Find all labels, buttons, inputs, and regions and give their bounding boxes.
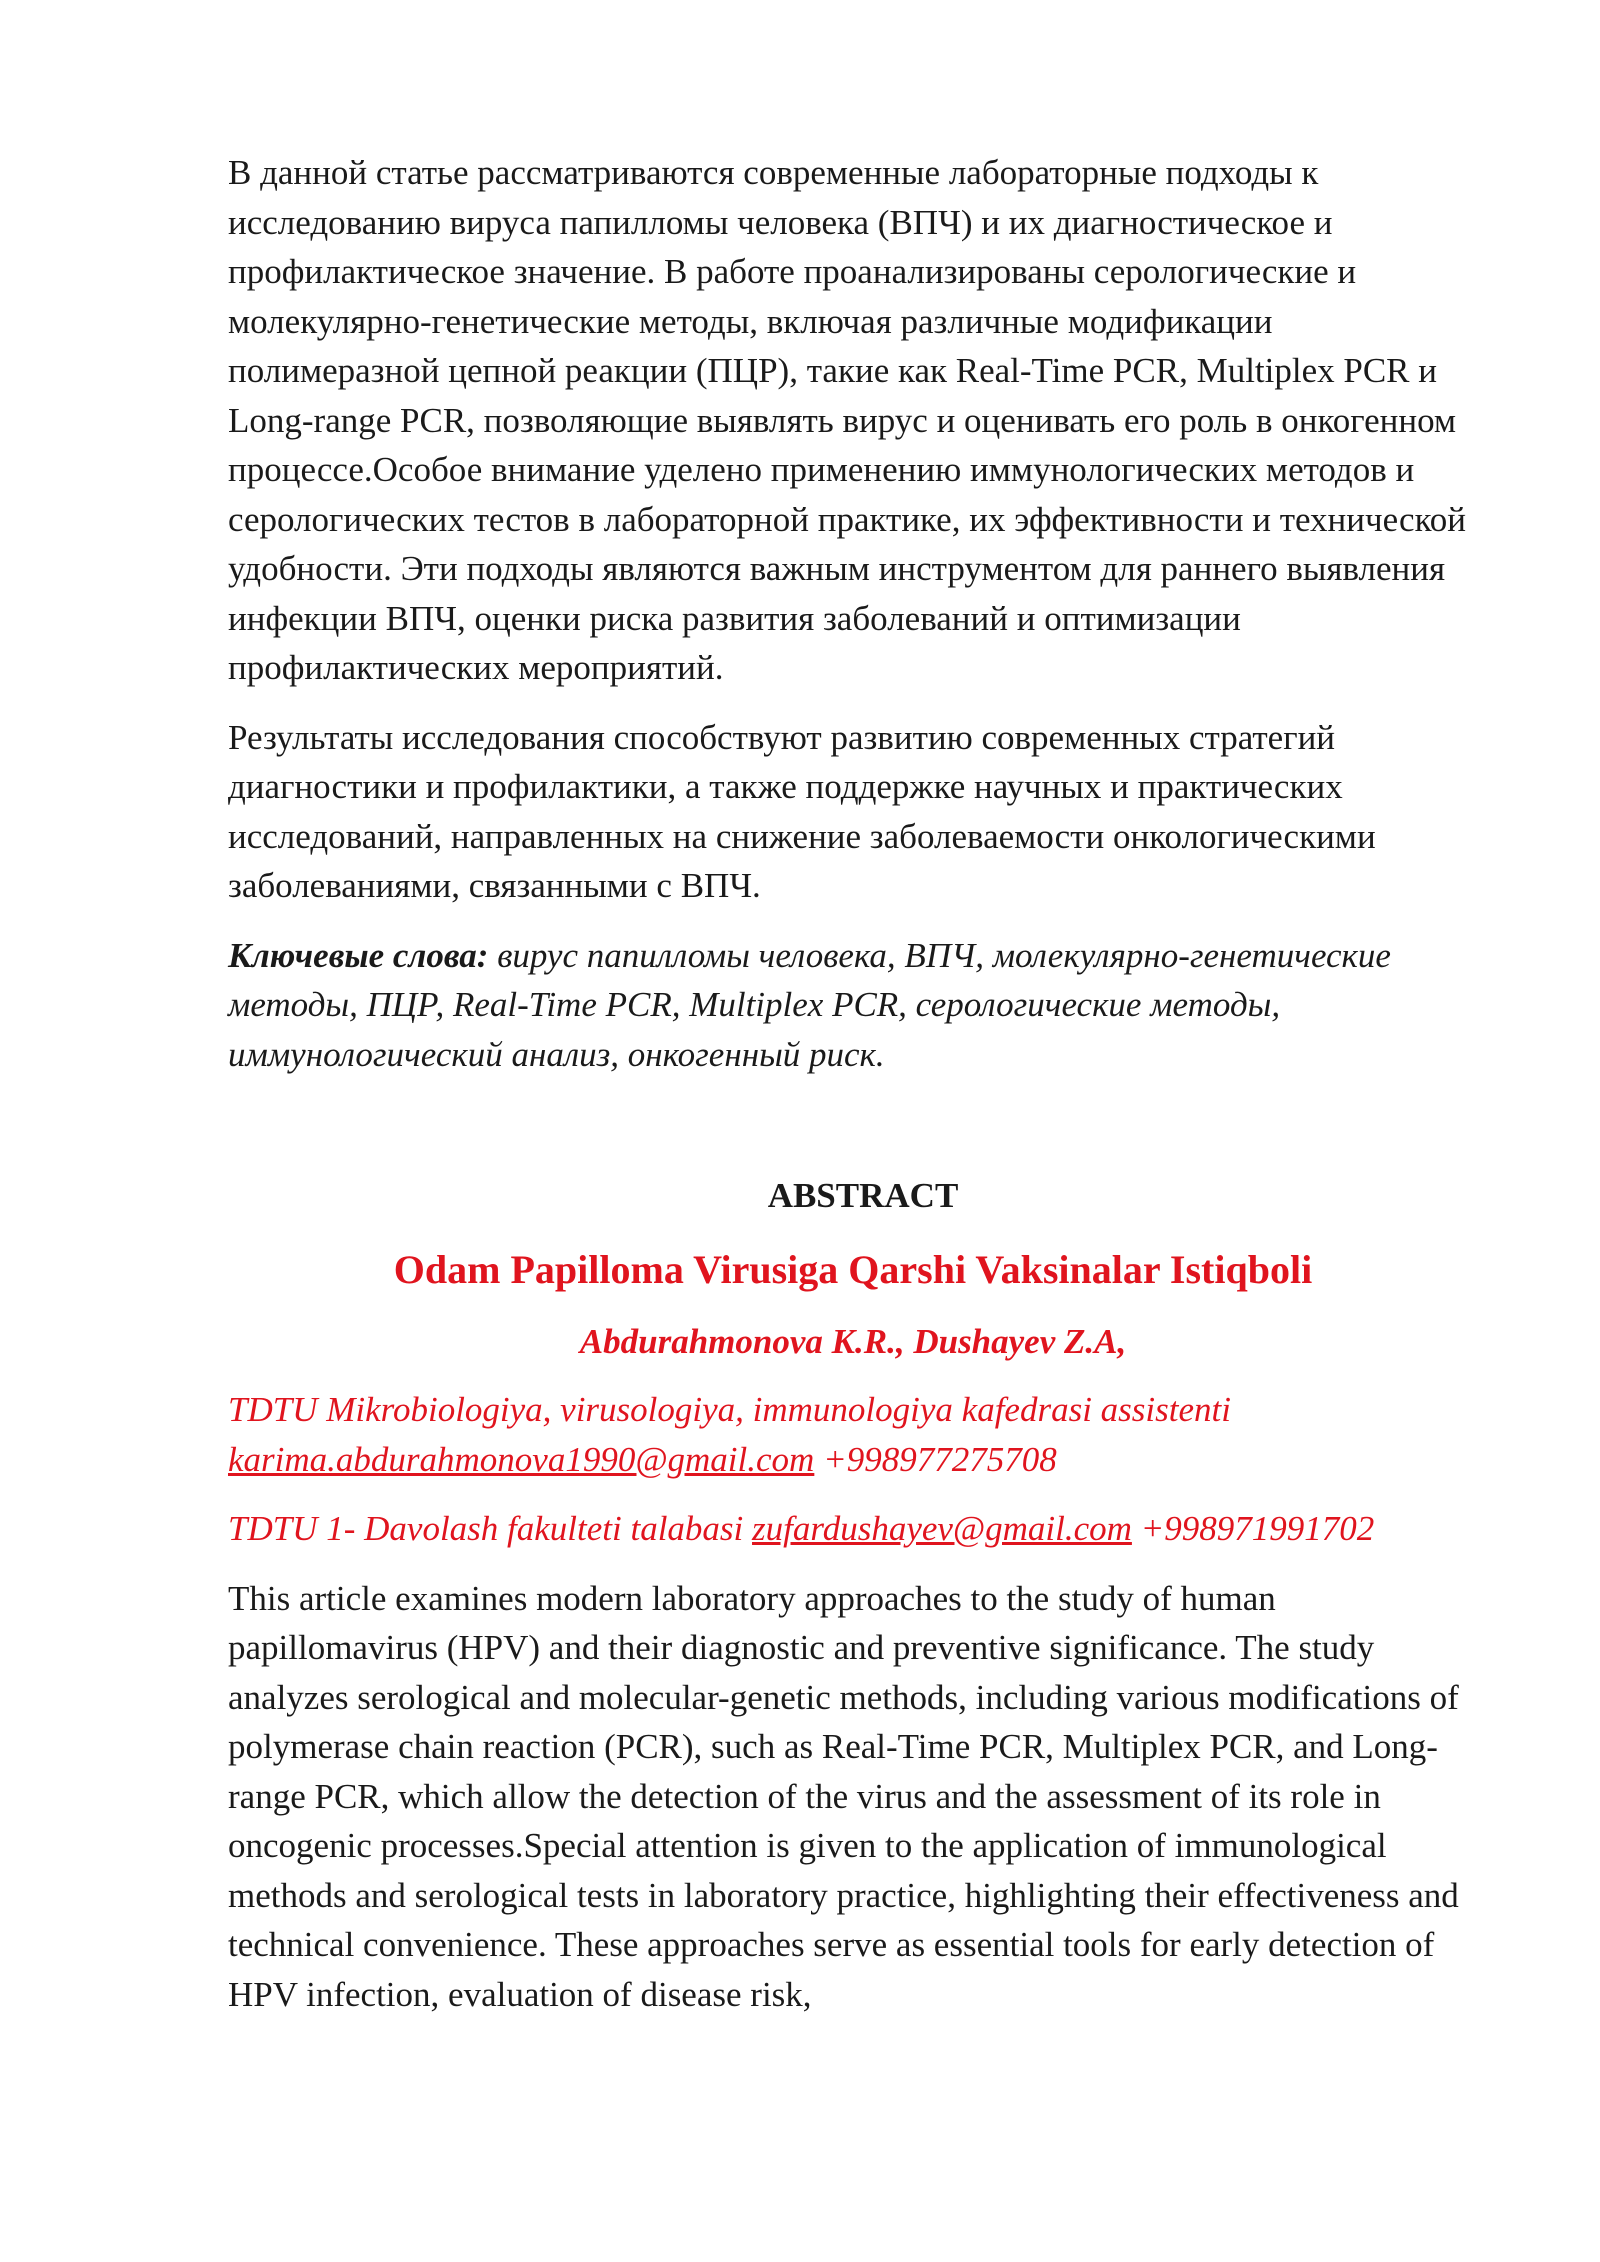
- affiliation-2-phone: +998971991702: [1140, 1509, 1375, 1548]
- affiliation-1-text: TDTU Mikrobiologiya, virusologiya, immunologiya kafedrasi assistenti: [228, 1390, 1231, 1429]
- article-title: Odam Papilloma Virusiga Qarshi Vaksinalar Istiqboli: [393, 1247, 1313, 1292]
- russian-results-paragraph: Результаты исследования способствуют развитию современных стратегий диагностики и профилактики, а также поддержке научных и практических исследований, направленных на снижение заболеваемости онкологическими заболеваниями, связанными с ВПЧ.: [228, 717, 1376, 905]
- keywords-label: Ключевые слова:: [228, 935, 489, 975]
- affiliation-1-email-link[interactable]: karima.abdurahmonova1990@gmail.com: [228, 1439, 815, 1479]
- abstract-heading: ABSTRACT: [767, 1176, 959, 1215]
- keywords-text: вирус папилломы человека, ВПЧ, молекулярно-генетические методы, ПЦР, Real-Time PCR, Multiplex PCR, серологические методы, иммунологический анализ, онкогенный риск.: [228, 935, 1391, 1074]
- section-spacer: [228, 1079, 1478, 1171]
- affiliation-2-email-link[interactable]: zufardushayev@gmail.com: [752, 1509, 1132, 1548]
- affiliation-2: [228, 1504, 1478, 1554]
- page-content: [228, 148, 1478, 2019]
- russian-abstract-paragraph: В данной статье рассматриваются современные лабораторные подходы к исследованию вируса папилломы человека (ВПЧ) и их диагностическое и профилактическое значение. В работе проанализированы серологические и молекулярно-генетические методы, включая различные модификации полимеразной цепной реакции (ПЦР), такие как Real-Time PCR, Multiplex PCR и Long-range PCR, позволяющие выявлять вирус и оценивать его роль в онкогенном процессе.Особое внимание уделено применению иммунологических методов и серологических тестов в лабораторной практике, их эффективности и технической удобности. Эти подходы являются важным инструментом для раннего выявления инфекции ВПЧ, оценки риска развития заболеваний и оптимизации профилактических мероприятий.: [228, 153, 1467, 687]
- authors-line: Abdurahmonova K.R., Dushayev Z.A,: [579, 1322, 1127, 1361]
- affiliation-1: [228, 1385, 1478, 1484]
- keywords-paragraph: [228, 931, 1478, 1080]
- affiliation-1-phone: +998977275708: [823, 1439, 1057, 1479]
- english-abstract-paragraph: This article examines modern laboratory approaches to the study of human papillomavirus (HPV) and their diagnostic and preventive significance. The study analyzes serological and molecular-genetic methods, including various modifications of polymerase chain reaction (PCR), such as Real-Time PCR, Multiplex PCR, and Long-range PCR, which allow the detection of the virus and the assessment of its role in oncogenic processes.Special attention is given to the application of immunological methods and serological tests in laboratory practice, highlighting their effectiveness and technical convenience. These approaches serve as essential tools for early detection of HPV infection, evaluation of disease risk,: [228, 1578, 1459, 2014]
- affiliation-2-text: TDTU 1- Davolash fakulteti talabasi: [228, 1509, 744, 1548]
